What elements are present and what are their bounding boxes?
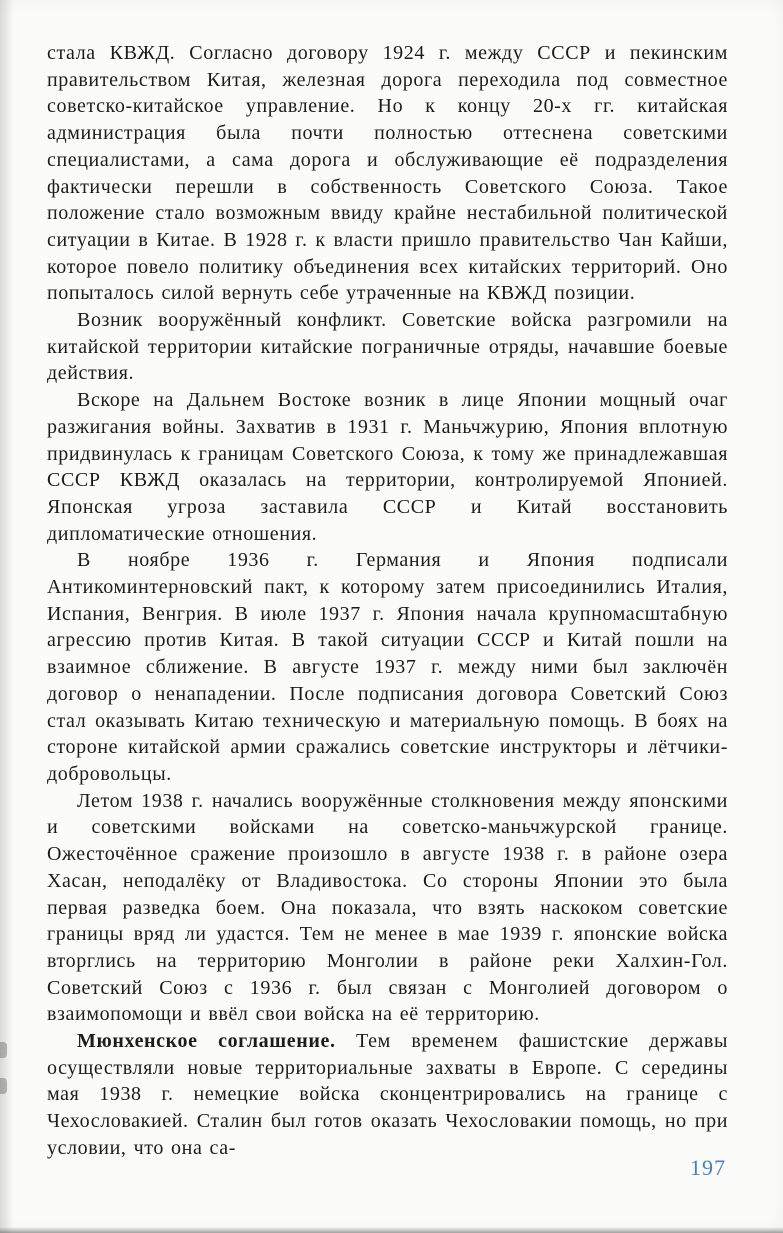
paragraph: Летом 1938 г. начались вооружённые столкновения между японскими и советскими войсками на советско-маньчжурской границе. Ожесточённое сражение произошло в августе 1938 г. в районе озера Хасан, неподалёку от Владивостока. Со стороны Японии это была первая разведка боем. Она показала, что взять наскоком советские границы вряд ли удастся. Тем не менее в мае 1939 г. японские войска вторглись на территорию Монголии в районе реки Халхин-Гол. Советский Союз с 1936 г. был связан с Монголией договором о взаимопомощи и ввёл свои войска на её территорию. <box>47 789 728 1026</box>
paragraph: В ноябре 1936 г. Германия и Япония подписали Антикоминтерновский пакт, к которому затем присоединились Италия, Испания, Венгрия. В июле 1937 г. Япония начала крупномасштабную агрессию против Китая. В такой ситуации СССР и Китай пошли на взаимное сближение. В августе 1937 г. между ними был заключён договор о ненападении. После подписания договора Советский Союз стал оказывать Китаю техническую и материальную помощь. В боях на стороне китайской армии сражались советские инструкторы и лётчики-добровольцы. <box>47 549 728 785</box>
paragraph: Вскоре на Дальнем Востоке возник в лице Японии мощный очаг разжигания войны. Захватив в 1931 г. Маньчжурию, Япония вплотную придвинулась к границам Советского Союза, к тому же принадлежавшая СССР КВЖД оказалась на территории, контролируемой Японией. Японская угроза заставила СССР и Китай восстановить дипломатические отношения. <box>47 389 728 545</box>
paragraph <box>47 1028 728 1162</box>
paragraph-lead-bold: Мюнхенское соглашение. <box>77 1030 336 1053</box>
scan-smudge <box>0 1078 7 1094</box>
paragraph: Возник вооружённый конфликт. Советские войска разгромили на китайской территории китайские пограничные отряды, начавшие боевые действия. <box>47 309 728 385</box>
page-number: 197 <box>690 1155 726 1180</box>
scan-smudge <box>0 1042 7 1058</box>
text-column <box>47 40 728 1162</box>
scan-edge-bottom-shadow <box>0 1227 783 1233</box>
scan-edge-left-shadow <box>0 0 14 1233</box>
paragraph-text: Тем временем фашистские державы осуществляли новые территориальные захваты в Европе. С середины мая 1938 г. немецкие войска сконцентрировались на границе с Чехословакией. Сталин был готов оказать Чехословакии помощь, но при условии, что она са- <box>47 1030 728 1159</box>
paragraph-continued: стала КВЖД. Согласно договору 1924 г. между СССР и пекинским правительством Китая, железная дорога переходила под совместное советско-китайское управление. Но к концу 20-х гг. китайская администрация была почти полностью оттеснена советскими специалистами, а сама дорога и обслуживающие её подразделения фактически перешли в собственность Советского Союза. Такое положение стало возможным ввиду крайне нестабильной политической ситуации в Китае. В 1928 г. к власти пришло правительство Чан Кайши, которое повело политику объединения всех китайских территорий. Оно попыталось силой вернуть себе утраченные на КВЖД позиции. <box>47 42 728 305</box>
